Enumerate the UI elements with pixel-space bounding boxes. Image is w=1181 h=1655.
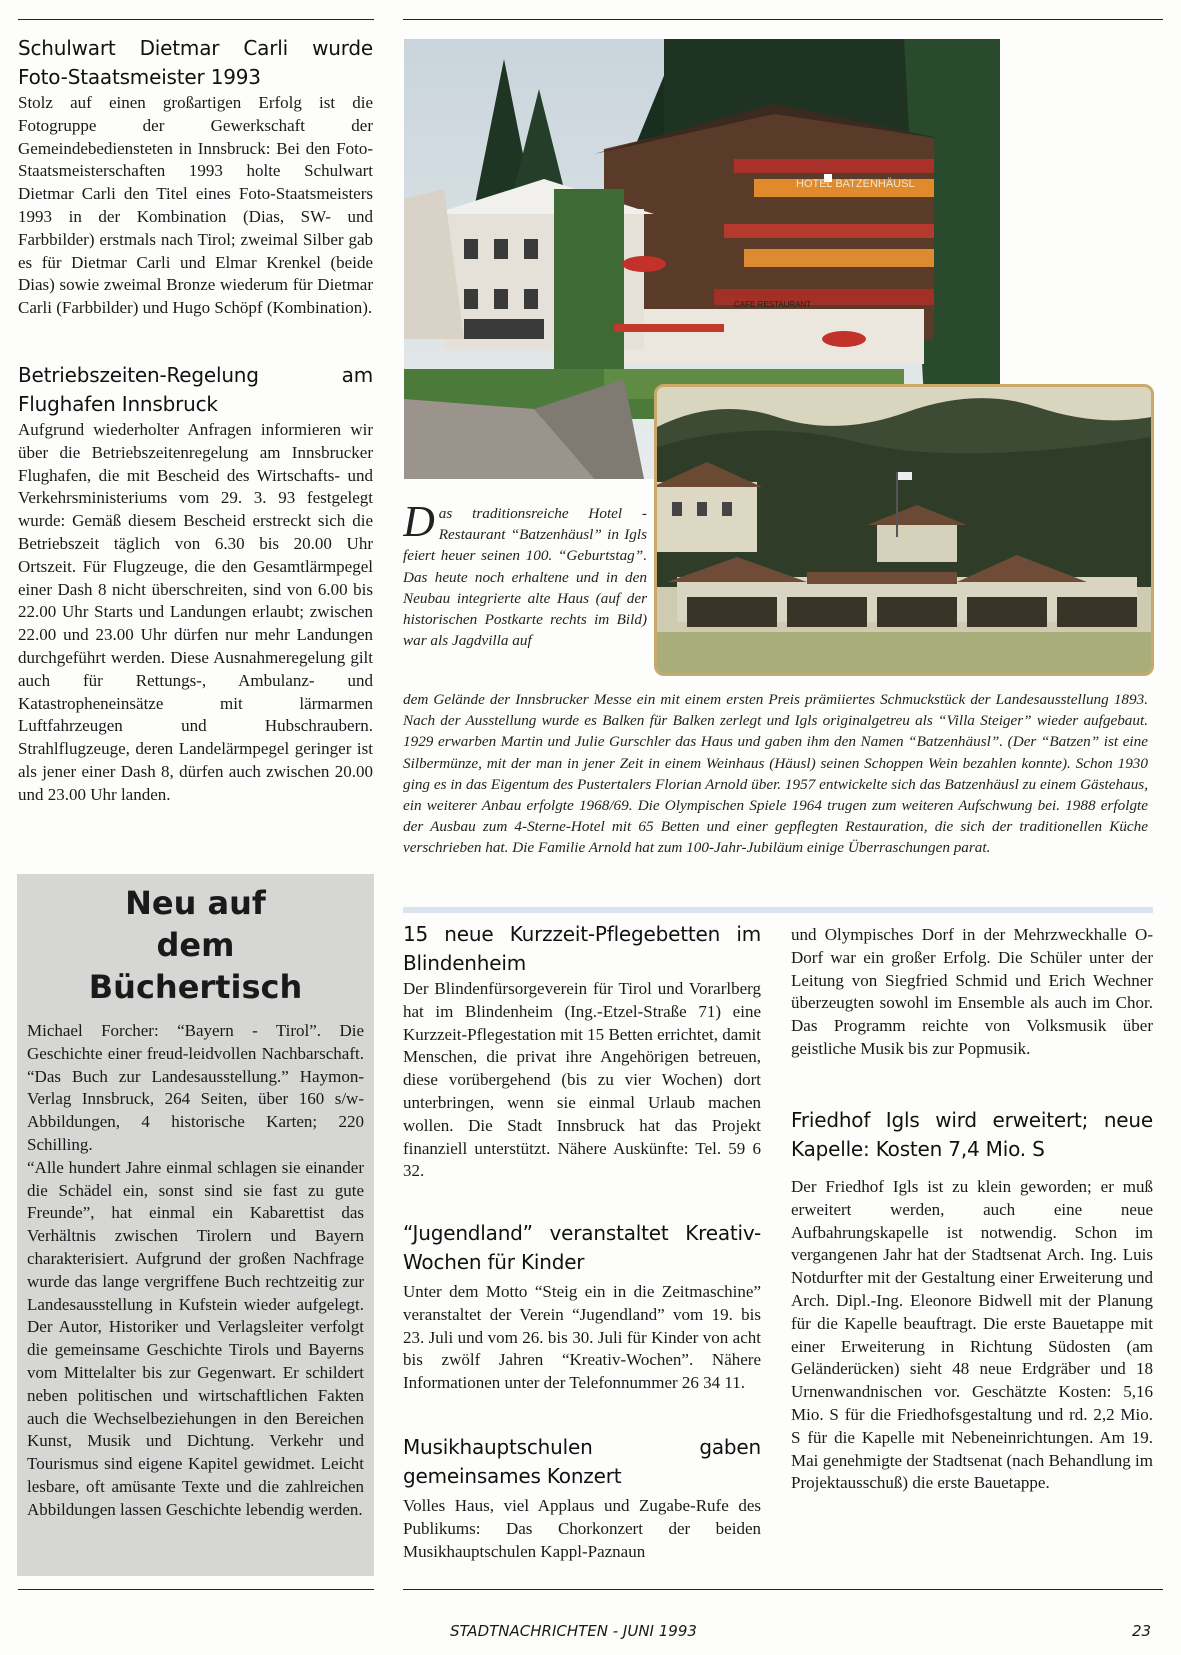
footer-page-number: 23 (1132, 1622, 1152, 1640)
body-pflege: Der Blindenfürsorgeverein für Tirol und Vorarlberg hat im Blindenheim (Ing.-Etzel-Straße 71) eine Kurzzeit-Pflegestation mit 15 Betten errichtet, damit Menschen, die privat ihre Angehörigen betreuen, diese vorübergehend (bis zu vier Wochen) dort unterbringen, wenn sie einmal Urlaub machen wollen. Die Stadt Innsbruck hat das Projekt finanziell unterstützt. Nähere Auskünfte: Tel. 59 6 32. (403, 979, 761, 1181)
headline-musik: Musikhauptschulen gaben gemeinsames Konzert (403, 1435, 761, 1488)
body-jugendland: Unter dem Motto “Steig ein in die Zeitmaschine” veranstaltet der Verein “Jugendland” vom 19. bis 23. Juli und vom 26. bis 30. Juli für Kinder von acht bis zwölf Jahren “Kreativ-Wochen”. Nähere Informationen unter der Telefonnummer 26 34 11. (403, 1282, 761, 1393)
headline-flughafen: Betriebszeiten-Regelung am Flughafen Innsbruck (18, 363, 373, 416)
hotel-sign-text: HOTEL BATZENHÄUSL (796, 178, 915, 190)
hotel-caption-continued (403, 689, 1148, 859)
caption-body-tail: dem Gelände der Innsbrucker Messe ein mit einem ersten Preis prämiiertes Schmuckstück der Landesausstellung 1893. Nach der Ausstellung wurde es Balken für Balken zerlegt und Igls originalgetreu als “Villa Steiger” wieder aufgebaut. 1929 erwarben Martin und Julie Gurschler das Haus und gaben ihm den Namen “Batzenhäusl”. (Der “Batzen” ist eine Silbermünze, mit der man in jener Zeit in einem Weinhaus (Häusl) seinen Schoppen Wein bezahlen konnte). Schon 1930 ging es in das Eigentum des Pustertalers Florian Arnold über. 1957 entwickelte sich das Batzenhäusl zu einem Gästehaus, ein weiterer Anbau erfolgte 1968/69. Die Olympischen Spiele 1964 trugen zum weiteren Aufschwung bei. 1988 erfolgte der Ausbau zum 4-Sterne-Hotel mit 65 Betten und einer gepflegten Restauration, die sich der traditionellen Küche verschrieben hat. Die Familie Arnold hat zum 100-Jahr-Jubiläum einige Überraschungen parat. (403, 691, 1148, 857)
hotel-caption (403, 503, 647, 678)
article-pflege (403, 920, 761, 1183)
body-musik: Volles Haus, viel Applaus und Zugabe-Rufe des Publikums: Das Chorkonzert der beiden Musikhauptschulen Kappl-Paznaun (403, 1496, 761, 1561)
article-carli (18, 34, 373, 320)
body-buecher-1: Michael Forcher: “Bayern - Tirol”. Die Geschichte einer freud-leidvollen Nachbarschaft. “Das Buch zur Landesausstellung.” Haymon-Verlag Innsbruck, 264 Seiten, über 160 s/w-Abbildungen, 4 historische Karten; 220 Schilling. (27, 1021, 364, 1154)
article-friedhof (791, 1106, 1153, 1495)
article-musik (403, 1433, 761, 1563)
bottom-rule-right (403, 1589, 1163, 1590)
top-rule-left (18, 19, 374, 20)
headline-jugendland: “Jugendland” veranstaltet Kreativ-Wochen für Kinder (403, 1221, 761, 1274)
headline-pflege: 15 neue Kurzzeit-Pflegebetten im Blindenheim (403, 922, 761, 975)
section-divider (403, 907, 1153, 913)
buecher-box (17, 874, 374, 1576)
article-jugendland (403, 1219, 761, 1395)
headline-carli: Schulwart Dietmar Carli wurde Foto-Staatsmeister 1993 (18, 36, 373, 89)
body-musik-cont: und Olympisches Dorf in der Mehrzweckhalle O-Dorf war ein großer Erfolg. Die Schüler unter der Leitung von Siegfried Schmid und Erich Wechner überzeugten sowohl im Ensemble als auch im Chor. Das Programm reichte von Volksmusik über geistliche Musik bis zur Popmusik. (791, 925, 1153, 1058)
body-flughafen: Aufgrund wiederholter Anfragen informieren wir über die Betriebszeitenregelung am Innsbrucker Flughafen, die mit Bescheid des Wirtschafts- und Verkehrsministeriums vom 29. 3. 93 festgelegt wurde: Gemäß diesem Bescheid erstreckt sich die Betriebszeit täglich von 6.30 bis 20.00 Uhr Ortszeit. Für Flugzeuge, die den Gesamtlärmpegel einer Dash 8 nicht überschreiten, sind von 6.00 bis 22.00 Uhr Starts und Landungen erlaubt; zwischen 22.00 und 23.00 Uhr dürfen nur mehr Landungen durchgeführt werden. Diese Ausnahmeregelung gilt auch für Rettungs-, Ambulanz- und Katastropheneinsätze mit lärmarmen Luftfahrzeugen und Hubschraubern. Strahlflugzeuge, deren Landelärmpegel geringer ist als jener einer Dash 8, dürfen auch zwischen 20.00 und 23.00 Uhr landen. (18, 420, 373, 804)
top-rule-right (403, 19, 1163, 20)
postcard-drawing (657, 387, 1151, 673)
caption-dropcap: D (403, 503, 435, 546)
restaurant-sign-text: CAFE RESTAURANT (734, 300, 812, 309)
bottom-rule-left (18, 1589, 374, 1590)
postcard-photo (654, 384, 1154, 676)
article-flughafen (18, 361, 373, 807)
footer-publication: STADTNACHRICHTEN - JUNI 1993 (450, 1622, 697, 1640)
body-carli: Stolz auf einen großartigen Erfolg ist die Fotogruppe der Gewerkschaft der Gemeindebediensteten in Innsbruck: Bei den Foto-Staatsmeisterschaften 1993 holte Schulwart Dietmar Carli den Titel eines Foto-Staatsmeisters 1993 in der Kombination (Dias, SW- und Farbbilder) erstmals nach Tirol; zweimal Silber gab es für Dietmar Carli und Elmar Krenkel (beide Dias) sowie zweimal Bronze wiederum für Dietmar Carli (Farbbilder) und Hugo Schöpf (Kombination). (18, 93, 373, 318)
headline-buecher: Neu auf dem Büchertisch (88, 884, 303, 1006)
headline-friedhof: Friedhof Igls wird erweitert; neue Kapelle: Kosten 7,4 Mio. S (791, 1108, 1153, 1161)
body-friedhof: Der Friedhof Igls ist zu klein geworden; er muß erweitert werden, auch eine neue Aufbahrungskapelle ist notwendig. Schon im vergangenen Jahr hat der Stadtsenat Arch. Ing. Luis Notdurfter mit der Gestaltung einer Erweiterung und Arch. Dipl.-Ing. Eleonore Bidwell mit der Planung für die Kapelle beauftragt. Die erste Bauetappe mit einer Erweiterung in Richtung Südosten (am Geländerücken) sieht 48 neue Erdgräber und 18 Urnenwandnischen vor. Geschätzte Kosten: 5,16 Mio. S für die Friedhofsgestaltung und rd. 2,2 Mio. S für die Kapelle mit Nebeneinrichtungen. Am 19. Mai genehmigte der Stadtsenat (nach Behandlung im Projektausschuß) die erste Bauetappe. (791, 1177, 1153, 1493)
caption-body-part: as traditionsreiche Hotel - Restaurant “Batzenhäusl” in Igls feiert heuer seinen 100. “Geburtstag”. Das heute noch erhaltene und in den Neubau integrierte alte Haus (auf der historischen Postkarte rechts im Bild) war als Jagdvilla auf (403, 505, 647, 650)
body-buecher-2: “Alle hundert Jahre einmal schlagen sie einander die Schädel ein, sonst sind sie fast zu gute Freunde”, hat einmal ein Kabarettist das Verhältnis zwischen Tirolern und Bayern charakterisiert. Aufgrund der großen Nachfrage wurde das lange vergriffene Buch rechtzeitig zur Landesausstellung in Kufstein wieder aufgelegt. Der Autor, Historiker und Verlagsleiter verfolgt die gemeinsame Geschichte Tirols und Bayerns vom Mittelalter bis zur Gegenwart. Er schildert neben politischen und wirtschaftlichen Fakten auch die Wechselbeziehungen in den Bereichen Kunst, Musik und Dichtung. Verkehr und Tourismus sind eigene Kapitel gewidmet. Leicht lesbare, oft amüsante Texte und die zahlreichen Abbildungen lassen Geschichte lebendig werden. (27, 1157, 364, 1519)
article-musik-continued (791, 924, 1153, 1061)
body-buecher (17, 1020, 374, 1522)
